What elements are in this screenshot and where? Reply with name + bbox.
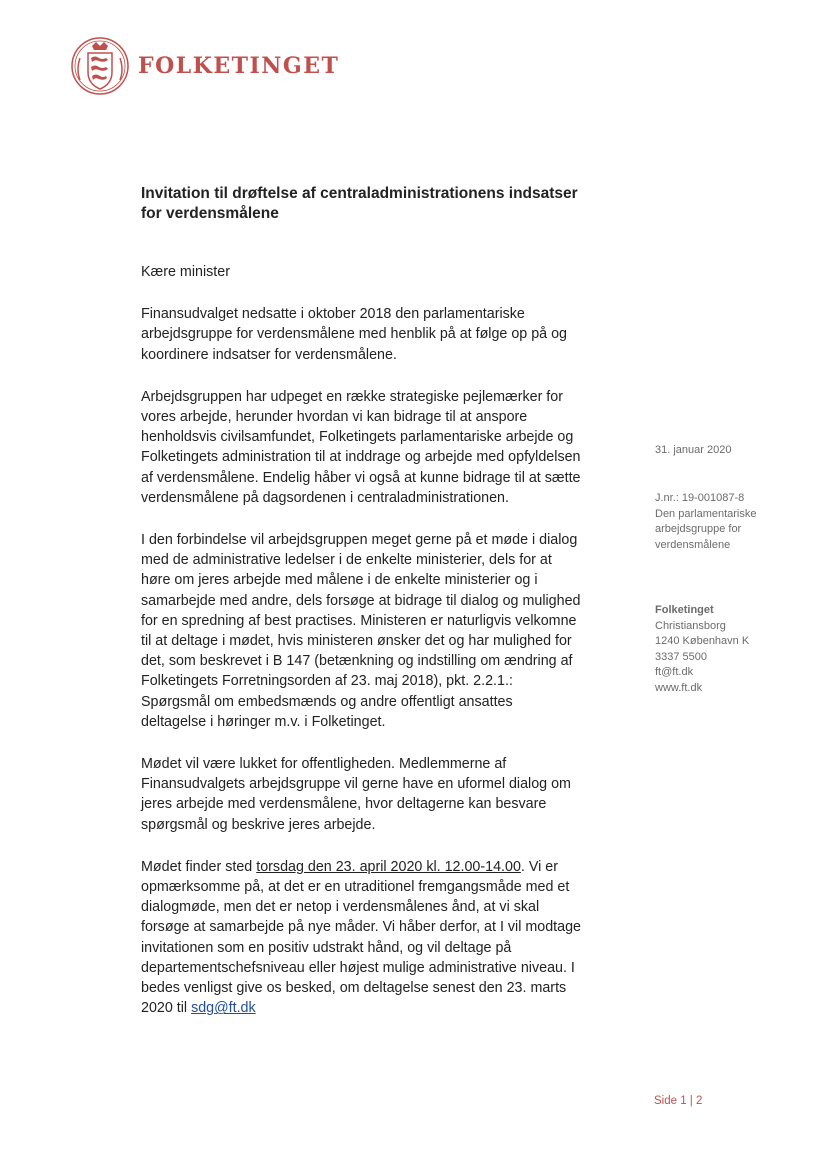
letter-title: Invitation til drøftelse af centraladministrationens indsatser for verdensmålene [141, 185, 578, 222]
address-line: 1240 København K [655, 635, 750, 647]
address-line: Christiansborg [655, 619, 726, 632]
date-text: 31. januar 2020 [655, 444, 732, 456]
paragraph-4: Mødet vil være lukket for offentligheden. Medlemmerne af Finansudvalgets arbejdsgruppe vil gerne have en uformel dialog om jeres arbejde med verdensmålene, hvor deltagerne kan besvare spørgsmål og beskrive jeres arbejde. [141, 756, 571, 833]
paragraph-5-intro: Mødet finder sted [141, 858, 257, 875]
paragraph-5-text: . Vi er opmærksomme på, at det er en utraditionel fremgangsmåde med et dialogmøde, men det er netop i verdensmålenes ånd, at vi skal forsøge at samarbejde på nye måder. Vi håber derfor, at I vil modtage invitationen som en positiv udstrakt hånd, og vil deltage på departementschefsniveau eller højest mulige administrative niveau. I bedes venligst give os besked, om deltagelse senest den 23. marts 2020 til [141, 858, 582, 1017]
phone: 3337 5500 [655, 650, 707, 663]
journal-number: J.nr.: 19-001087-8 [655, 492, 745, 504]
email-link[interactable]: sdg@ft.dk [191, 1000, 256, 1017]
reference-block [655, 491, 795, 553]
email[interactable]: ft@ft.dk [655, 666, 694, 678]
folketinget-logo [70, 36, 339, 96]
paragraph-5 [141, 857, 581, 1019]
letter-body [141, 262, 581, 1041]
address-block [655, 603, 795, 696]
letter-date [655, 443, 795, 459]
paragraph-3: I den forbindelse vil arbejdsgruppen meget gerne på et møde i dialog med de administrative ledelser i de enkelte ministerier, dels for at høre om jeres arbejde med målene i de enkelte ministerier og i samarbejde med andre, dels forsøge at bidrage til dialog og mulighed for en spredning af best practises. Ministeren er naturligvis velkomne til at deltage i mødet, hvis ministeren ønsker det og har mulighed for det, som beskrevet i B 147 (betænkning og indstilling om ændring af Folketingets Forretningsorden af 23. maj 2018), pkt. 2.2.1.: Spørgsmål om embedsmænds og andre offentligt ansattes deltagelse i høringer m.v. i Folketinget. [141, 532, 581, 730]
coat-of-arms-icon [70, 36, 130, 96]
dept-line: verdensmålene [655, 538, 731, 551]
greeting: Kære minister [141, 264, 230, 280]
page-number: Side 1 | 2 [654, 1095, 703, 1107]
dept-line: Den parlamentariske [655, 507, 757, 520]
meeting-date: torsdag den 23. april 2020 kl. 12.00-14.00 [256, 858, 521, 875]
dept-line: arbejdsgruppe for [655, 523, 742, 535]
paragraph-2: Arbejdsgruppen har udpeget en række strategiske pejlemærker for vores arbejde, herunder hvordan vi kan bidrage til at anspore henholdsvis civilsamfundet, Folketingets parlamentariske arbejde og Folketingets administration til at inddrage og arbejde med opfyldelsen af verdensmålene. Endelig håber vi også at kunne bidrage til at sætte verdensmålene på dagsordenen i centraladministrationen. [141, 388, 581, 506]
website[interactable]: www.ft.dk [655, 681, 703, 694]
logo-text: FOLKETINGET [138, 53, 340, 79]
org-name: Folketinget [655, 604, 714, 616]
paragraph-1: Finansudvalget nedsatte i oktober 2018 den parlamentariske arbejdsgruppe for verdensmålene med henblik på at følge op på og koordinere indsatser for verdensmålene. [141, 306, 568, 363]
